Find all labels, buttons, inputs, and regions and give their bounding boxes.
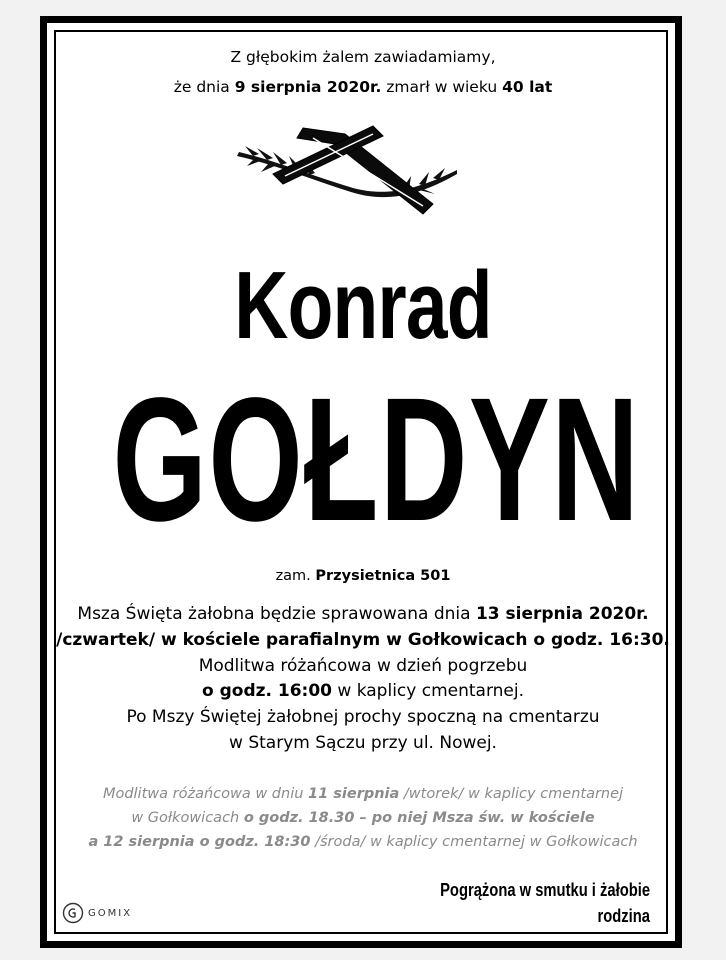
intro-text: że dnia — [173, 78, 235, 96]
mass-line-6: w Starym Sączu przy ul. Nowej. — [229, 733, 497, 753]
prayer-text: /środa/ w kaplicy cmentarnej w Gołkowicach — [310, 834, 638, 850]
last-name: GOŁDYN — [112, 362, 641, 558]
mass-line-4 — [0, 679, 726, 705]
rosary-time: o godz. 16:00 — [202, 681, 332, 701]
age: 40 lat — [502, 78, 553, 96]
prayer-text: w Gołkowicach — [131, 810, 244, 826]
logo-text: GOMIX — [88, 907, 133, 919]
mass-line-5: Po Mszy Świętej żałobnej prochy spoczną na cmentarzu — [126, 707, 600, 727]
mass-text: Msza Święta żałobna będzie sprawowana dnia — [77, 604, 476, 624]
cross-icon — [233, 118, 463, 218]
mass-line-2: /czwartek/ w kościele parafialnym w Gołkowicach o godz. 16:30. — [56, 630, 670, 650]
prayer-bold: a 12 sierpnia o godz. 18:30 — [88, 834, 311, 850]
address-place: Przysietnica 501 — [315, 568, 451, 584]
intro-line-2 — [0, 76, 726, 98]
intro-line-1 — [0, 46, 726, 68]
intro-text: Z głębokim żalem zawiadamiamy, — [230, 48, 496, 66]
mass-line-3: Modlitwa różańcowa w dzień pogrzebu — [198, 656, 528, 676]
address-prefix: zam. — [275, 568, 316, 584]
funeral-date: 13 sierpnia 2020r. — [475, 604, 649, 624]
prayer-text: Modlitwa różańcowa w dniu — [102, 786, 309, 802]
intro-text: zmarł w wieku — [381, 78, 503, 96]
mass-line-1 — [0, 602, 726, 628]
prayer-line-3 — [0, 830, 726, 854]
prayer-text: /wtorek/ w kaplicy cmentarnej — [399, 786, 624, 802]
signature-line-1: Pogrążona w smutku i żałobie — [440, 880, 650, 900]
address — [0, 568, 726, 584]
prayer-bold: o godz. 18.30 – po niej Msza św. w kościele — [243, 810, 595, 826]
gomix-logo-icon — [62, 902, 84, 924]
prayer-line-1 — [0, 782, 726, 806]
first-name: Konrad — [234, 252, 492, 359]
gomix-logo — [62, 902, 132, 924]
death-date: 9 sierpnia 2020r. — [234, 78, 382, 96]
mass-text: w kaplicy cmentarnej. — [332, 681, 524, 701]
signature-line-2: rodzina — [597, 906, 650, 926]
prayer-line-2 — [0, 806, 726, 830]
prayer-date: 11 sierpnia — [308, 786, 400, 802]
